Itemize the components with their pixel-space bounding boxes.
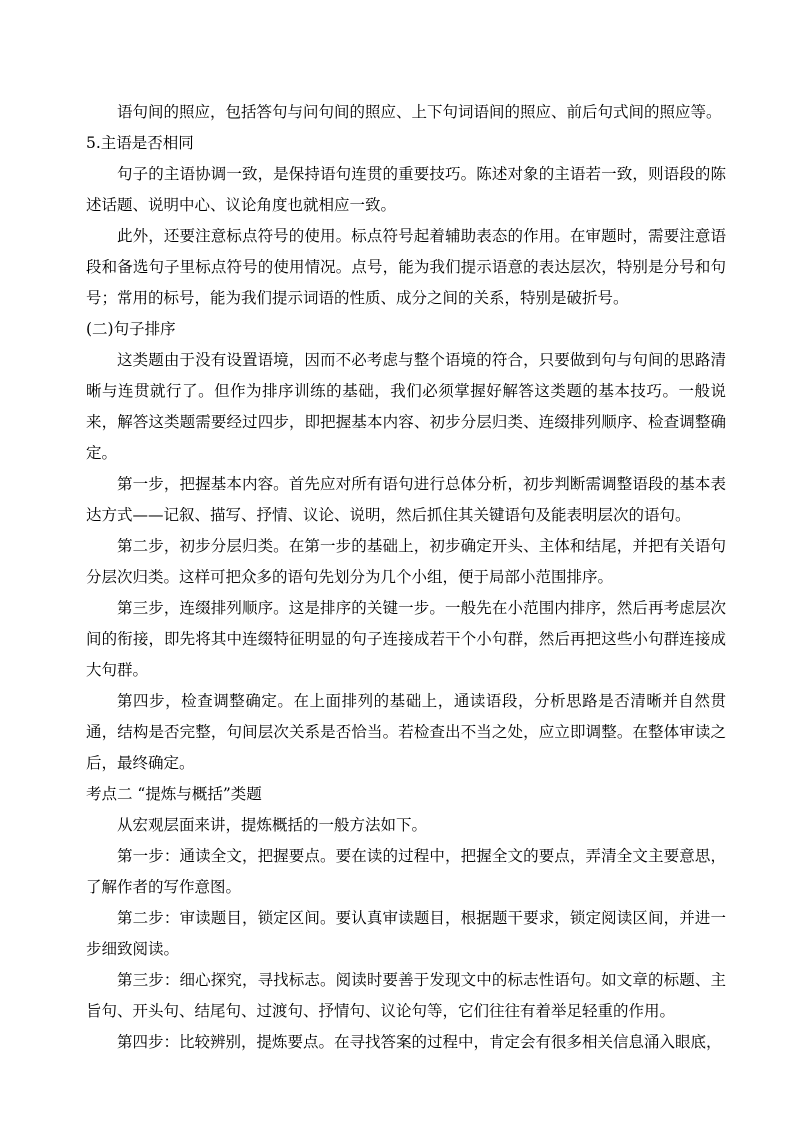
paragraph-punctuation: 此外，还要注意标点符号的使用。标点符号起着辅助表态的作用。在审题时，需要注意语段和备选句子里标点符号的使用情况。点号，能为我们提示语意的表达层次，特别是分号和句号；常用的标号，能为我们提示词语的性质、成分之间的关系，特别是破折号。 [86,227,726,307]
paragraph-summary-step-three: 第三步：细心探究，寻找标志。阅读时要善于发现文中的标志性语句。如文章的标题、主旨句、开头句、结尾句、过渡句、抒情句、议论句等，它们往往有着举足轻重的作用。 [86,971,726,1020]
paragraph-echo: 语句间的照应，包括答句与问句间的照应、上下句词语间的照应、前后句式间的照应等。 [117,103,722,121]
paragraph-step-two: 第二步，初步分层归类。在第一步的基础上，初步确定开头、主体和结尾，并把有关语句分层次归类。这样可把众多的语句先划分为几个小组，便于局部小范围排序。 [86,537,726,586]
heading-sentence-order: (二)句子排序 [86,320,176,338]
heading-point-two: 考点二 “提炼与概括”类题 [86,785,262,803]
heading-subject-consistency: 5.主语是否相同 [86,134,194,152]
paragraph-subject: 句子的主语协调一致，是保持语句连贯的重要技巧。陈述对象的主语若一致，则语段的陈述话题、说明中心、议论角度也就相应一致。 [86,165,726,214]
paragraph-step-four: 第四步，检查调整确定。在上面排列的基础上，通读语段，分析思路是否清晰并自然贯通，结构是否完整，句间层次关系是否恰当。若检查出不当之处，应立即调整。在整体审读之后，最终确定。 [86,692,726,772]
document-body [86,97,726,1058]
paragraph-order-intro: 这类题由于没有设置语境，因而不必考虑与整个语境的符合，只要做到句与句间的思路清晰与连贯就行了。但作为排序训练的基础，我们必须掌握好解答这类题的基本技巧。一般说来，解答这类题需要经过四步，即把握基本内容、初步分层归类、连缀排列顺序、检查调整确定。 [86,351,726,462]
paragraph-summary-step-two: 第二步：审读题目，锁定区间。要认真审读题目，根据题干要求，锁定阅读区间，并进一步细致阅读。 [86,909,726,958]
paragraph-step-three: 第三步，连缀排列顺序。这是排序的关键一步。一般先在小范围内排序，然后再考虑层次间的衔接，即先将其中连缀特征明显的句子连接成若干个小句群，然后再把这些小句群连接成大句群。 [86,599,726,679]
paragraph-summary-step-four: 第四步：比较辨别，提炼要点。在寻找答案的过程中，肯定会有很多相关信息涌入眼底， [117,1033,722,1051]
paragraph-step-one: 第一步，把握基本内容。首先应对所有语句进行总体分析，初步判断需调整语段的基本表达方式——记叙、描写、抒情、议论、说明，然后抓住其关键语句及能表明层次的语句。 [86,475,726,524]
paragraph-macro-method: 从宏观层面来讲，提炼概括的一般方法如下。 [117,816,428,834]
paragraph-summary-step-one: 第一步：通读全文，把握要点。要在读的过程中，把握全文的要点，弄清全文主要意思，了解作者的写作意图。 [86,847,726,896]
